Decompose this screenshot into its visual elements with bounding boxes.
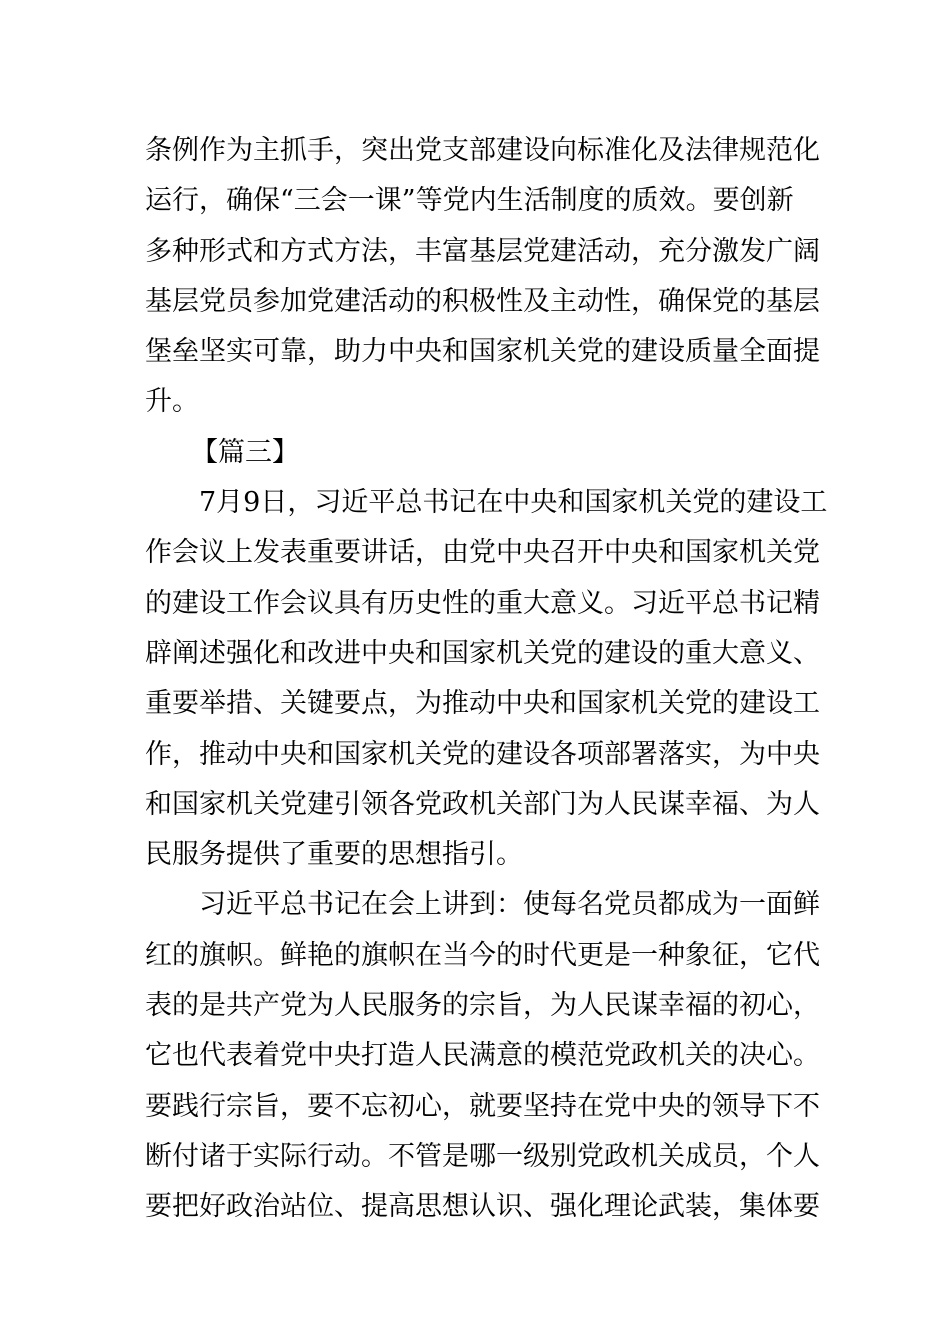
text-line: 的建设工作会议具有历史性的重大意义。习近平总书记精 <box>145 587 820 619</box>
text-line: 基层党员参加党建活动的积极性及主动性，确保党的基层 <box>145 285 820 317</box>
text-line: 辟阐述强化和改进中央和国家机关党的建设的重大意义、 <box>145 637 820 669</box>
text-line: 要践行宗旨，要不忘初心，就要坚持在党中央的领导下不 <box>145 1090 820 1122</box>
text-line: 升。 <box>145 386 199 418</box>
text-line: 民服务提供了重要的思想指引。 <box>145 839 523 871</box>
text-line: 作会议上发表重要讲话，由党中央召开中央和国家机关党 <box>145 537 820 569</box>
text-line: 表的是共产党为人民服务的宗旨，为人民谋幸福的初心， <box>145 990 820 1022</box>
text-line: 红的旗帜。鲜艳的旗帜在当今的时代更是一种象征，它代 <box>145 939 820 971</box>
text-line: 7月9日，习近平总书记在中央和国家机关党的建设工 <box>199 487 828 519</box>
section-heading: 【篇三】 <box>191 436 299 468</box>
paragraph-speech <box>145 880 820 1232</box>
text-line: 多种形式和方式方法，丰富基层党建活动，充分激发广阔 <box>145 235 820 267</box>
text-line: 运行，确保“三会一课”等党内生活制度的质效。要创新 <box>145 185 794 217</box>
text-line: 它也代表着党中央打造人民满意的模范党政机关的决心。 <box>145 1040 820 1072</box>
paragraph-continued <box>145 126 820 428</box>
text-line: 堡垒坚实可靠，助力中央和国家机关党的建设质量全面提 <box>145 336 820 368</box>
text-line: 作，推动中央和国家机关党的建设各项部署落实，为中央 <box>145 738 820 770</box>
text-line: 和国家机关党建引领各党政机关部门为人民谋幸福、为人 <box>145 788 820 820</box>
text-line: 重要举措、关键要点，为推动中央和国家机关党的建设工 <box>145 688 820 720</box>
document-body <box>145 126 828 1233</box>
paragraph-intro <box>145 478 828 880</box>
text-line: 断付诸于实际行动。不管是哪一级别党政机关成员，个人 <box>145 1140 820 1172</box>
text-line: 要把好政治站位、提高思想认识、强化理论武装，集体要 <box>145 1191 820 1223</box>
text-line: 习近平总书记在会上讲到：使每名党员都成为一面鲜 <box>199 889 820 921</box>
text-line: 条例作为主抓手，突出党支部建设向标准化及法律规范化 <box>145 135 820 166</box>
